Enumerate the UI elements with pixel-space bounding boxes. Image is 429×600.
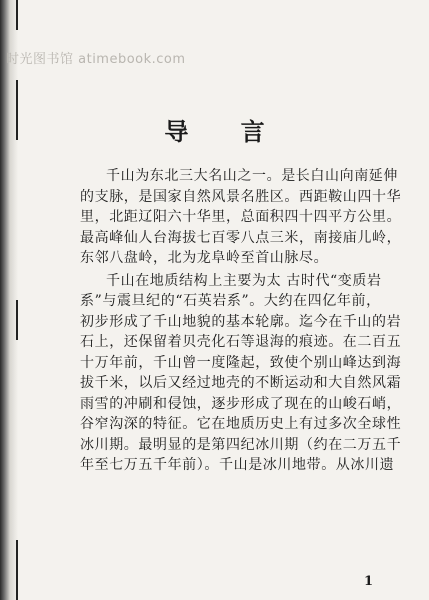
text-line: 谷窄沟深的特征。它在地质历史上有过多次全球性	[80, 416, 402, 432]
text-line: 系”与震旦纪的“石英岩系”。大约在四亿年前，	[80, 293, 381, 309]
text-line: 冰川期。最明显的是第四纪冰川期（约在二万五千	[80, 436, 402, 453]
text-line: 初步形成了千山地貌的基本轮廓。迄今在千山的岩	[80, 313, 402, 330]
watermark-text: 时光图书馆 atimebook.com	[6, 52, 186, 67]
binding-mark	[16, 300, 18, 340]
text-line: 东邻八盘岭，北为龙阜岭至首山脉尽。	[80, 250, 329, 266]
text-line: 石上，还保留着贝壳化石等退海的痕迹。在二百五	[80, 334, 402, 350]
binding-mark	[16, 0, 18, 30]
text-line: 拔千米，以后又经过地壳的不断运动和大自然风霜	[80, 375, 402, 391]
text-line: 里，北距辽阳六十华里，总面积四十四平方公里。	[80, 209, 402, 225]
page-title: 导 言	[164, 118, 287, 146]
text-line: 千山在地质结构上主要为太 古时代“变质岩	[106, 272, 382, 289]
text-line: 年至七万五千年前）。千山是冰川地带。从冰川遗	[80, 457, 395, 473]
paragraph	[80, 166, 410, 269]
page-number: 1	[364, 574, 374, 589]
text-line: 雨雪的冲刷和侵蚀，逐步形成了现在的山峻石峭，	[80, 395, 402, 412]
paragraph	[80, 271, 410, 476]
binding-mark	[16, 540, 18, 600]
text-line: 的支脉，是国家自然风景名胜区。西距鞍山四十华	[80, 188, 402, 205]
text-line: 十万年前，千山曾一度隆起，致使个别山峰达到海	[80, 354, 402, 371]
text-line: 最高峰仙人台海拔七百零八点三米，南接庙儿岭，	[80, 229, 402, 246]
text-line: 千山为东北三大名山之一。是长白山向南延伸	[106, 168, 398, 184]
body-text	[80, 166, 410, 478]
